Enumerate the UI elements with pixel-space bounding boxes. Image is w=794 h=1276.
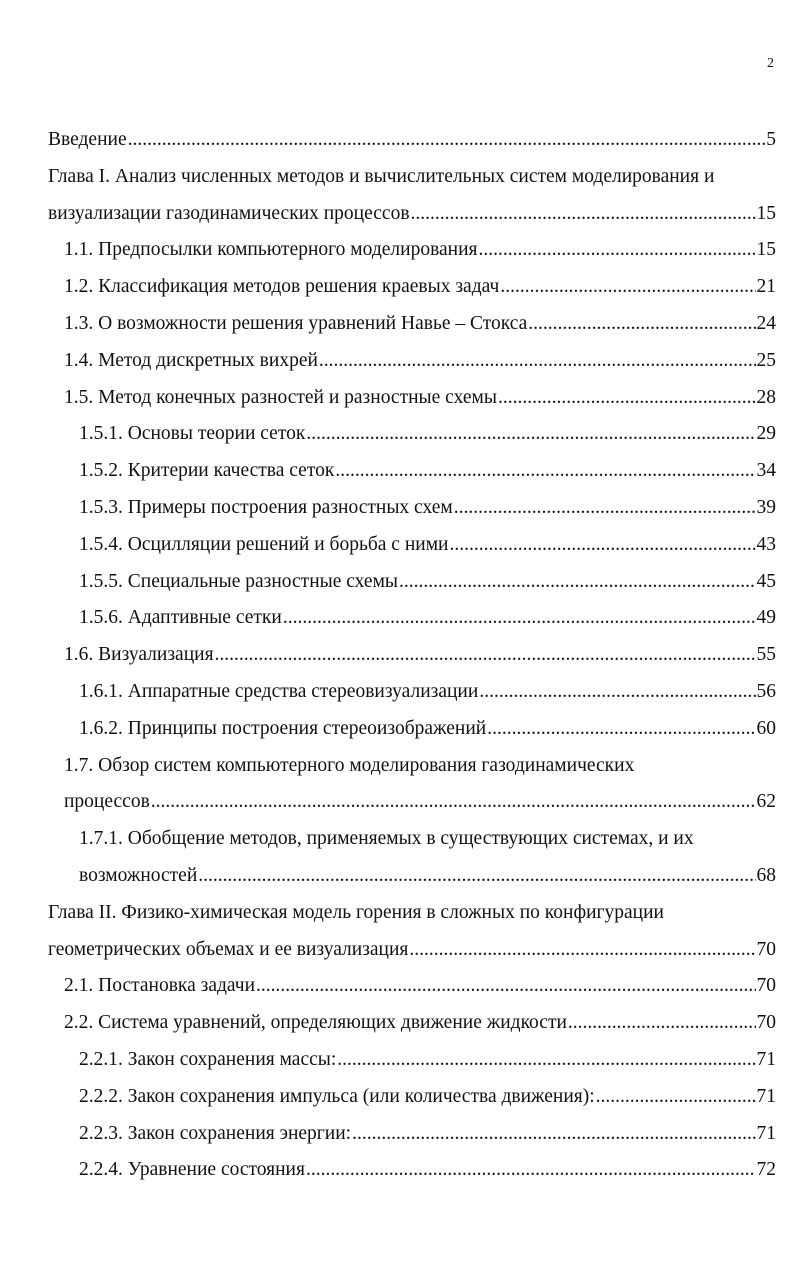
- toc-entry-title: 2.2.1. Закон сохранения массы:: [79, 1048, 337, 1070]
- toc-entry-title: 1.5.4. Осцилляции решений и борьба с ними: [79, 533, 449, 555]
- table-of-contents: [48, 122, 776, 1189]
- toc-entry-1-5-6[interactable]: [48, 600, 776, 637]
- toc-entry-page: 15: [756, 202, 776, 224]
- dot-leader: [528, 306, 755, 343]
- dot-leader: [411, 196, 756, 233]
- toc-entry-page: 70: [756, 975, 776, 997]
- toc-entry-title: 1.6. Визуализация: [64, 644, 214, 666]
- toc-entry-page: 62: [756, 791, 776, 813]
- toc-entry-page: 71: [756, 1122, 776, 1144]
- toc-entry-title: 2.2.3. Закон сохранения энергии:: [79, 1122, 352, 1144]
- toc-entry-1-7-1[interactable]: [48, 821, 776, 895]
- toc-entry-title: 1.5.5. Специальные разностные схемы: [79, 570, 399, 592]
- toc-entry-page: 45: [756, 570, 776, 592]
- toc-entry-page: 21: [756, 276, 776, 298]
- page-number: 2: [767, 56, 774, 71]
- toc-entry-page: 24: [756, 312, 776, 334]
- toc-entry-1-5-3[interactable]: [48, 490, 776, 527]
- toc-entry-title: 1.5. Метод конечных разностей и разностные схемы: [64, 386, 497, 408]
- toc-entry-1-5-5[interactable]: [48, 564, 776, 601]
- dot-leader: [409, 932, 755, 969]
- toc-entry-page: 71: [756, 1085, 776, 1107]
- toc-entry-page: 72: [756, 1159, 776, 1181]
- toc-entry-title-line1: Глава II. Физико-химическая модель горения в сложных по конфигурации: [48, 901, 664, 923]
- toc-entry-intro[interactable]: [48, 122, 776, 159]
- toc-entry-title-line1: Глава I. Анализ численных методов и вычислительных систем моделирования и: [48, 165, 715, 187]
- dot-leader: [151, 784, 756, 821]
- dot-leader: [568, 1005, 756, 1042]
- toc-entry-title: 1.4. Метод дискретных вихрей: [64, 349, 318, 371]
- toc-entry-1-1[interactable]: [48, 232, 776, 269]
- toc-entry-page: 70: [756, 1012, 776, 1034]
- toc-entry-page: 68: [756, 864, 776, 886]
- dot-leader: [306, 416, 755, 453]
- dot-leader: [283, 600, 756, 637]
- toc-entry-page: 43: [756, 533, 776, 555]
- toc-entry-2-2[interactable]: [48, 1005, 776, 1042]
- toc-entry-page: 70: [756, 938, 776, 960]
- dot-leader: [128, 122, 766, 159]
- toc-entry-1-4[interactable]: [48, 343, 776, 380]
- dot-leader: [596, 1079, 756, 1116]
- toc-entry-title: 2.1. Постановка задачи: [64, 975, 256, 997]
- dot-leader: [306, 1152, 756, 1189]
- toc-entry-title: 1.5.1. Основы теории сеток: [79, 423, 306, 445]
- toc-entry-page: 34: [756, 460, 776, 482]
- toc-entry-title-line2: геометрических объемах и ее визуализация: [48, 938, 409, 960]
- toc-entry-page: 60: [756, 717, 776, 739]
- toc-entry-title: 1.2. Классификация методов решения краевых задач: [64, 276, 500, 298]
- dot-leader: [198, 858, 755, 895]
- toc-entry-1-5-1[interactable]: [48, 416, 776, 453]
- dot-leader: [487, 711, 755, 748]
- toc-entry-title: 1.3. О возможности решения уравнений Навье – Стокса: [64, 312, 528, 334]
- toc-entry-1-3[interactable]: [48, 306, 776, 343]
- toc-entry-1-7[interactable]: [48, 748, 776, 822]
- toc-entry-page: 56: [756, 680, 776, 702]
- toc-entry-1-5-4[interactable]: [48, 527, 776, 564]
- toc-entry-page: 39: [756, 496, 776, 518]
- toc-entry-page: 25: [756, 349, 776, 371]
- toc-entry-title-line2: возможностей: [79, 864, 198, 886]
- toc-entry-title: 1.6.1. Аппаратные средства стереовизуализации: [79, 680, 479, 702]
- toc-entry-title: 2.2. Система уравнений, определяющих движение жидкости: [64, 1012, 567, 1034]
- toc-entry-page: 71: [756, 1048, 776, 1070]
- dot-leader: [500, 269, 755, 306]
- toc-entry-title: 2.2.4. Уравнение состояния: [79, 1159, 305, 1181]
- toc-entry-page: 49: [756, 607, 776, 629]
- dot-leader: [256, 968, 755, 1005]
- toc-entry-page: 15: [756, 239, 776, 261]
- dot-leader: [319, 343, 756, 380]
- toc-entry-title: 1.5.6. Адаптивные сетки: [79, 607, 282, 629]
- dot-leader: [215, 637, 756, 674]
- toc-entry-2-2-1[interactable]: [48, 1042, 776, 1079]
- dot-leader: [479, 674, 755, 711]
- toc-entry-title: 1.1. Предпосылки компьютерного моделирования: [64, 239, 478, 261]
- toc-entry-title-line1: 1.7.1. Обобщение методов, применяемых в существующих системах, и их: [79, 828, 694, 850]
- toc-entry-chapter-2[interactable]: [48, 895, 776, 969]
- toc-entry-title: Введение: [48, 129, 127, 150]
- toc-entry-title: 1.5.2. Критерии качества сеток: [79, 460, 335, 482]
- toc-entry-chapter-1[interactable]: [48, 159, 776, 233]
- toc-entry-2-2-3[interactable]: [48, 1116, 776, 1153]
- toc-entry-2-2-2[interactable]: [48, 1079, 776, 1116]
- toc-entry-page: 28: [756, 386, 776, 408]
- toc-entry-1-2[interactable]: [48, 269, 776, 306]
- toc-entry-title-line2: процессов: [64, 791, 150, 813]
- toc-entry-title: 2.2.2. Закон сохранения импульса (или количества движения):: [79, 1085, 595, 1107]
- toc-entry-1-6-1[interactable]: [48, 674, 776, 711]
- toc-entry-1-6[interactable]: [48, 637, 776, 674]
- toc-entry-page: 5: [766, 129, 776, 150]
- toc-entry-page: 55: [756, 644, 776, 666]
- dot-leader: [479, 232, 756, 269]
- toc-entry-title-line2: визуализации газодинамических процессов: [48, 202, 410, 224]
- dot-leader: [335, 453, 755, 490]
- toc-entry-title: 1.6.2. Принципы построения стереоизображений: [79, 717, 487, 739]
- dot-leader: [449, 527, 755, 564]
- toc-entry-2-1[interactable]: [48, 968, 776, 1005]
- toc-entry-1-5[interactable]: [48, 380, 776, 417]
- toc-entry-2-2-4[interactable]: [48, 1152, 776, 1189]
- dot-leader: [454, 490, 756, 527]
- dot-leader: [498, 380, 756, 417]
- dot-leader: [352, 1116, 755, 1153]
- toc-entry-title: 1.5.3. Примеры построения разностных схем: [79, 496, 453, 518]
- toc-entry-page: 29: [756, 423, 776, 445]
- toc-entry-title-line1: 1.7. Обзор систем компьютерного моделирования газодинамических: [64, 754, 635, 776]
- dot-leader: [399, 564, 755, 601]
- toc-entry-1-5-2[interactable]: [48, 453, 776, 490]
- toc-entry-1-6-2[interactable]: [48, 711, 776, 748]
- dot-leader: [337, 1042, 755, 1079]
